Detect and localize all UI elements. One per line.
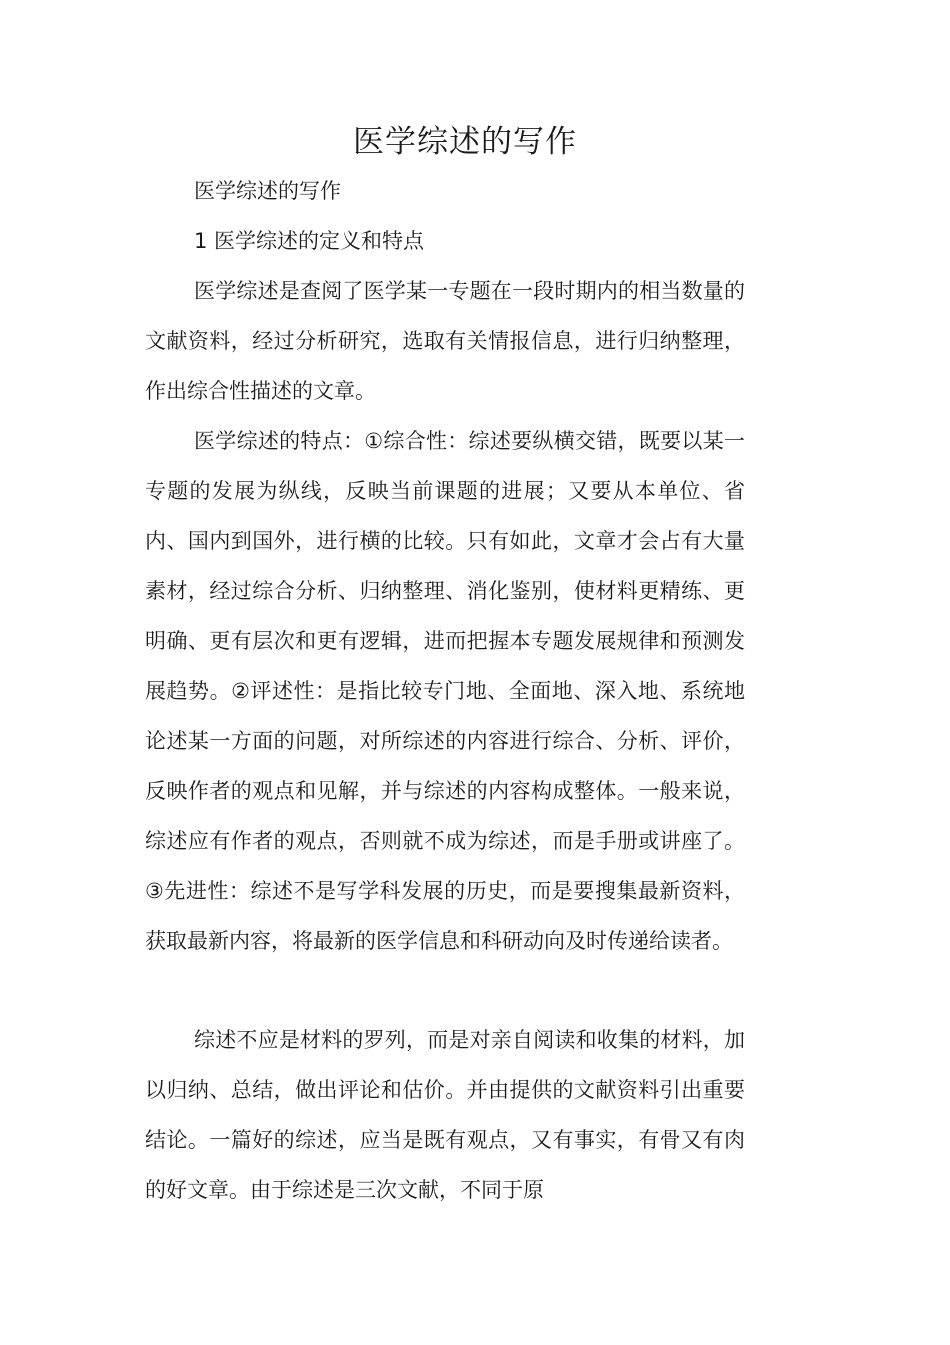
document-title: 医学综述的写作: [353, 124, 577, 160]
section-heading: 1 医学综述的定义和特点: [194, 229, 425, 253]
paragraph-characteristics: 医学综述的特点：①综合性：综述要纵横交错，既要以某一专题的发展为纵线，反映当前课题的进展；又要从本单位、省内、国内到国外，进行横的比较。只有如此，文章才会占有大量素材，经过综合分析、归纳整理、消化鉴别，使材料更精练、更明确、更有层次和更有逻辑，进而把握本专题发展规律和预测发展趋势。②评述性：是指比较专门地、全面地、深入地、系统地论述某一方面的问题，对所综述的内容进行综合、分析、评价，反映作者的观点和见解，并与综述的内容构成整体。一般来说，综述应有作者的观点，否则就不成为综述，而是手册或讲座了。③先进性：综述不是写学科发展的历史，而是要搜集最新资料，获取最新内容，将最新的医学信息和科研动向及时传递给读者。: [145, 429, 745, 953]
paragraph-requirements: 综述不应是材料的罗列，而是对亲自阅读和收集的材料，加以归纳、总结，做出评论和估价。并由提供的文献资料引出重要结论。一篇好的综述，应当是既有观点，又有事实，有骨又有肉的好文章。由于综述是三次文献，不同于原: [145, 1028, 745, 1202]
paragraph-definition: 医学综述是查阅了医学某一专题在一段时期内的相当数量的文献资料，经过分析研究，选取有关情报信息，进行归纳整理，作出综合性描述的文章。: [145, 279, 745, 403]
document-subtitle: 医学综述的写作: [194, 179, 341, 203]
